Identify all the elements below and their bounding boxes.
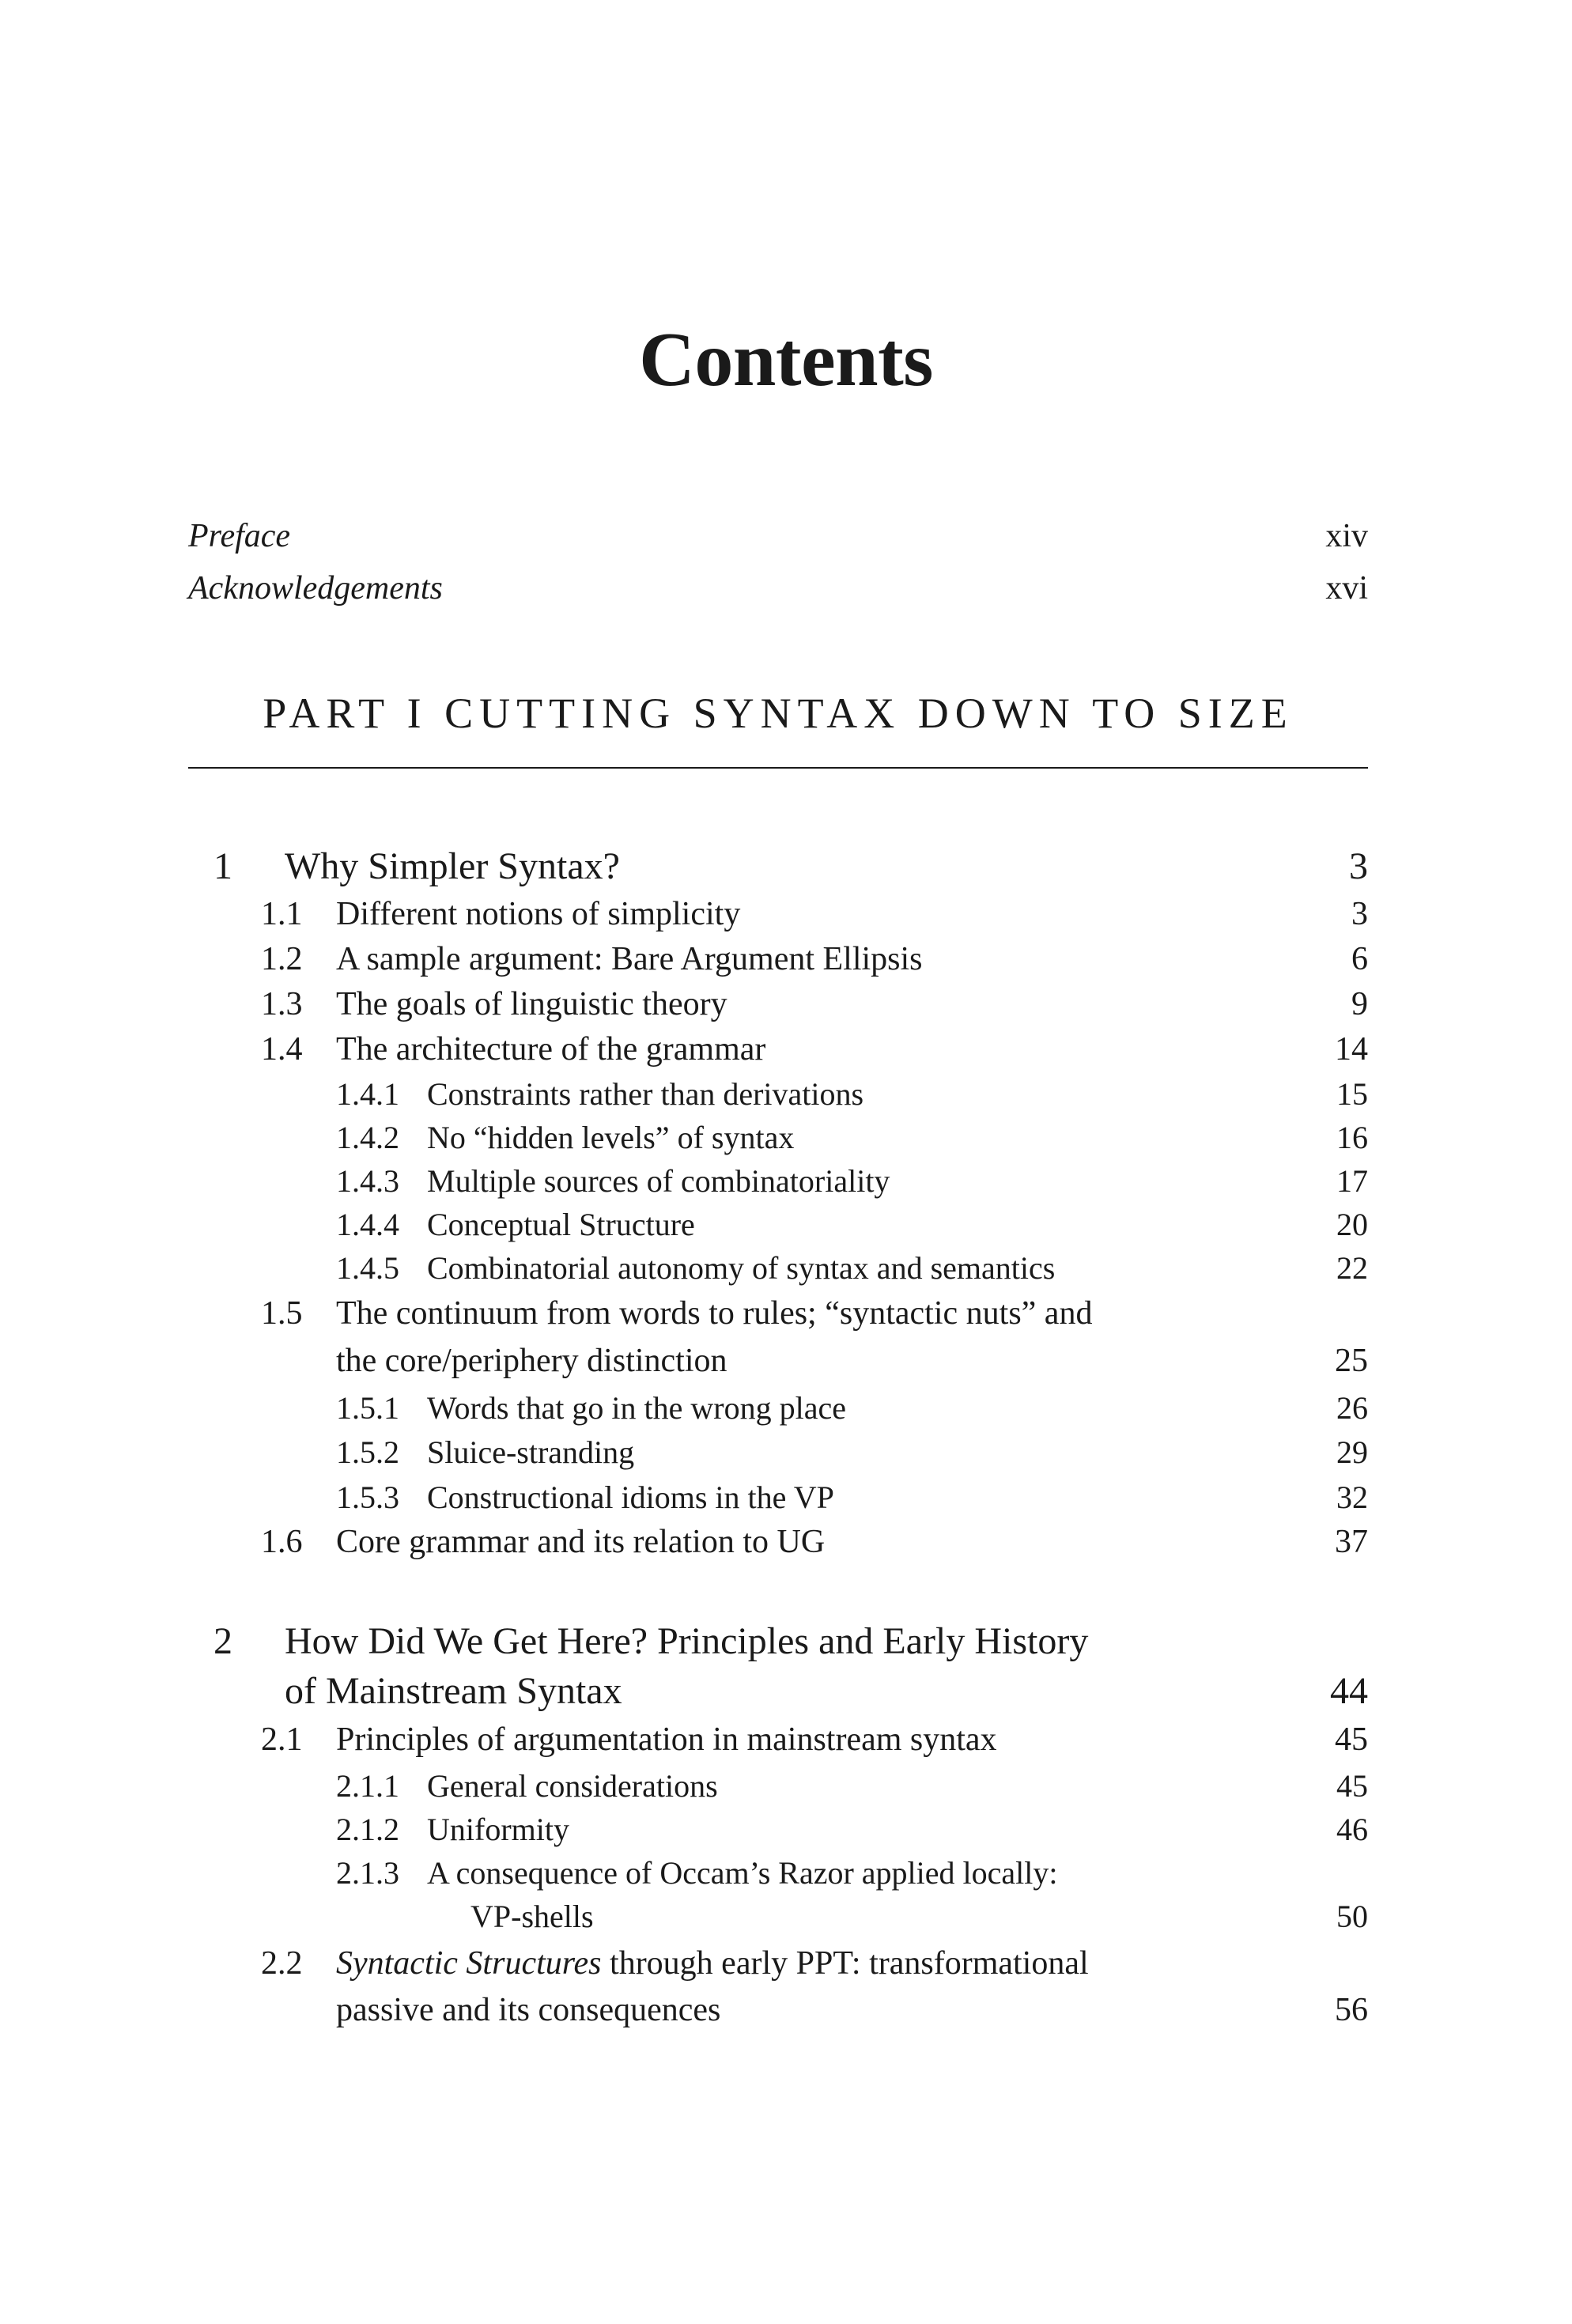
toc-title-rest: through early PPT: transformational (601, 1945, 1089, 1982)
toc-section-1-5[interactable] (261, 1291, 1368, 1336)
toc-number: 1.4.2 (336, 1120, 399, 1155)
toc-subsection-2-1-3-continued[interactable] (470, 1895, 1368, 1938)
toc-number: 1.3 (261, 986, 303, 1022)
toc-title: of Mainstream Syntax (285, 1670, 622, 1712)
toc-chapter-1[interactable] (214, 842, 1368, 891)
toc-number: 1.1 (261, 896, 303, 932)
toc-section-2-1[interactable] (261, 1717, 1368, 1763)
toc-title: passive and its consequences (336, 1992, 721, 2028)
toc-subsection-1-4-1[interactable] (336, 1072, 1368, 1116)
toc-section-1-6[interactable] (261, 1520, 1368, 1565)
page-title: Contents (639, 316, 933, 402)
toc-title: Constraints rather than derivations (427, 1076, 864, 1112)
toc-title: Multiple sources of combinatoriality (427, 1163, 890, 1199)
toc-title (336, 1941, 1313, 1986)
toc-title: The continuum from words to rules; “syntactic nuts” and (336, 1295, 1093, 1332)
toc-title: the core/periphery distinction (336, 1343, 727, 1379)
front-matter-page: xiv (1325, 518, 1368, 554)
toc-number: 1.4.5 (336, 1250, 399, 1286)
toc-subsection-1-5-3[interactable] (336, 1476, 1368, 1519)
toc-section-2-2-continued[interactable] (336, 1988, 1368, 2033)
toc-title-italic: Syntactic Structures (336, 1945, 602, 1982)
toc-title: A consequence of Occam’s Razor applied locally: (427, 1855, 1058, 1891)
toc-subsection-1-5-2[interactable] (336, 1430, 1368, 1474)
toc-number: 1.4 (261, 1031, 303, 1068)
toc-page: 22 (1336, 1250, 1368, 1286)
toc-number: 1.6 (261, 1524, 303, 1560)
toc-title: The goals of linguistic theory (336, 986, 727, 1022)
toc-page: 29 (1336, 1434, 1368, 1470)
toc-number: 1.5.1 (336, 1390, 399, 1426)
toc-title: Conceptual Structure (427, 1207, 695, 1242)
front-matter-label: Preface (188, 518, 291, 554)
toc-title: Why Simpler Syntax? (285, 845, 620, 887)
toc-page: 25 (1335, 1343, 1368, 1379)
toc-chapter-2-continued[interactable] (285, 1667, 1368, 1716)
toc-title: The architecture of the grammar (336, 1031, 766, 1068)
toc-section-1-2[interactable] (261, 937, 1368, 982)
toc-section-1-3[interactable] (261, 982, 1368, 1027)
toc-number: 1.4.4 (336, 1207, 399, 1242)
toc-page: 3 (1351, 896, 1368, 932)
part-heading: PART I CUTTING SYNTAX DOWN TO SIZE (263, 690, 1294, 737)
toc-title: Words that go in the wrong place (427, 1390, 846, 1426)
toc-title: VP-shells (470, 1899, 594, 1934)
toc-subsection-1-4-2[interactable] (336, 1116, 1368, 1159)
toc-title: No “hidden levels” of syntax (427, 1120, 795, 1155)
toc-number: 1.5.2 (336, 1434, 399, 1470)
toc-number: 1.5.3 (336, 1479, 399, 1515)
toc-page: 15 (1336, 1076, 1368, 1112)
toc-number: 2.2 (261, 1945, 303, 1982)
front-matter-page: xvi (1325, 570, 1368, 607)
front-matter-item-preface[interactable] (188, 510, 1368, 562)
toc-title: A sample argument: Bare Argument Ellipsis (336, 941, 923, 977)
toc-page: 45 (1335, 1721, 1368, 1758)
toc-subsection-2-1-2[interactable] (336, 1808, 1368, 1851)
toc-page: 9 (1351, 986, 1368, 1022)
toc-subsection-1-4-3[interactable] (336, 1159, 1368, 1203)
toc-section-1-5-continued[interactable] (336, 1339, 1368, 1384)
toc-title: Uniformity (427, 1812, 569, 1847)
toc-title: General considerations (427, 1768, 718, 1804)
toc-page: 32 (1336, 1479, 1368, 1515)
toc-page: 17 (1336, 1163, 1368, 1199)
toc-title: Principles of argumentation in mainstream syntax (336, 1721, 997, 1758)
toc-chapter-2[interactable] (214, 1617, 1368, 1666)
part-divider (188, 767, 1368, 769)
toc-page: 37 (1335, 1524, 1368, 1560)
toc-page: 16 (1336, 1120, 1368, 1155)
toc-number: 2.1.1 (336, 1768, 399, 1804)
toc-page: 26 (1336, 1390, 1368, 1426)
front-matter (188, 510, 1368, 614)
toc-number: 1.4.1 (336, 1076, 399, 1112)
toc-section-1-4[interactable] (261, 1027, 1368, 1072)
toc-title: Constructional idioms in the VP (427, 1479, 834, 1515)
toc-title: Core grammar and its relation to UG (336, 1524, 826, 1560)
toc-page: 44 (1330, 1670, 1368, 1712)
toc-section-2-2[interactable] (261, 1941, 1368, 1986)
toc-page: 14 (1335, 1031, 1368, 1068)
toc-subsection-1-4-5[interactable] (336, 1246, 1368, 1290)
toc-page: 56 (1335, 1992, 1368, 2028)
toc-title: How Did We Get Here? Principles and Early History (285, 1620, 1089, 1662)
toc-number: 1.4.3 (336, 1163, 399, 1199)
toc-subsection-2-1-1[interactable] (336, 1764, 1368, 1808)
toc-title: Different notions of simplicity (336, 896, 741, 932)
toc-subsection-1-4-4[interactable] (336, 1203, 1368, 1246)
front-matter-label: Acknowledgements (188, 570, 443, 607)
toc-number: 2.1 (261, 1721, 303, 1758)
toc-number: 2.1.3 (336, 1855, 399, 1891)
toc-title: Combinatorial autonomy of syntax and semantics (427, 1250, 1056, 1286)
toc-page: 50 (1336, 1899, 1368, 1934)
toc-page: 45 (1336, 1768, 1368, 1804)
toc-page: 6 (1351, 941, 1368, 977)
toc-number: 2 (214, 1620, 232, 1662)
toc-section-1-1[interactable] (261, 892, 1368, 937)
toc-page: 46 (1336, 1812, 1368, 1847)
toc-subsection-2-1-3[interactable] (336, 1851, 1368, 1895)
toc-subsection-1-5-1[interactable] (336, 1386, 1368, 1430)
toc-number: 1 (214, 845, 232, 887)
toc-number: 2.1.2 (336, 1812, 399, 1847)
front-matter-item-acknowledgements[interactable] (188, 562, 1368, 614)
toc-page: 3 (1349, 845, 1368, 887)
toc-page: 20 (1336, 1207, 1368, 1242)
toc-number: 1.5 (261, 1295, 303, 1332)
toc-number: 1.2 (261, 941, 303, 977)
toc-title: Sluice-stranding (427, 1434, 635, 1470)
